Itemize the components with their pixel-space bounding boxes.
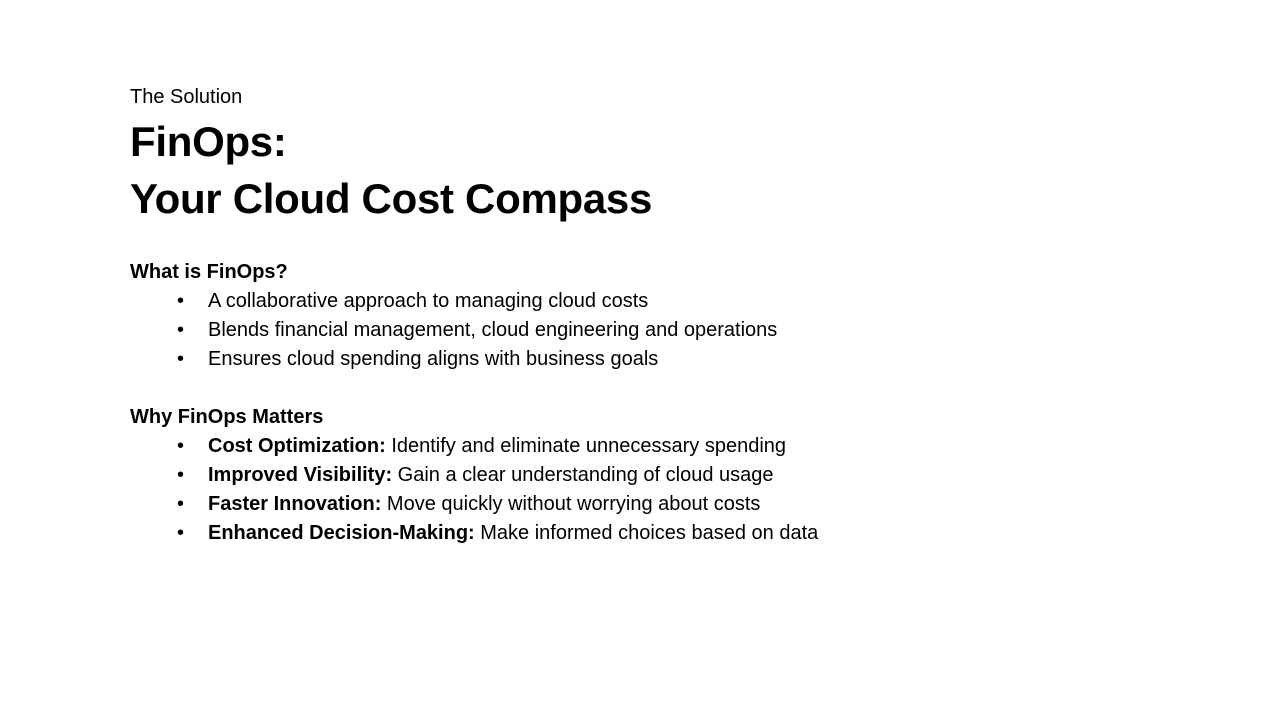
bullet-icon: • [177, 464, 185, 486]
section-heading: Why FinOps Matters [130, 406, 324, 428]
bullet-list [130, 432, 1130, 548]
bullet-term: Improved Visibility: [208, 464, 393, 486]
section-heading: What is FinOps? [130, 261, 288, 283]
bullet-list [130, 287, 1130, 374]
bullet-text: Identify and eliminate unnecessary spending [385, 435, 787, 457]
slide-content [130, 83, 1130, 548]
bullet-text: Ensures cloud spending aligns with business goals [208, 348, 659, 370]
bullet-item [130, 490, 1130, 519]
bullet-icon: • [177, 348, 185, 370]
slide-title-line-1: FinOps: [130, 118, 287, 165]
slide-eyebrow: The Solution [130, 86, 243, 108]
section-why-finops-matters [130, 403, 1130, 548]
bullet-item [130, 316, 1130, 345]
bullet-item [130, 287, 1130, 316]
bullet-item [130, 432, 1130, 461]
section-what-is-finops [130, 258, 1130, 374]
bullet-icon: • [177, 522, 185, 544]
slide-title [130, 113, 1130, 227]
bullet-text: A collaborative approach to managing cloud costs [208, 290, 649, 312]
bullet-text: Make informed choices based on data [474, 522, 819, 544]
bullet-item [130, 345, 1130, 374]
bullet-icon: • [177, 319, 185, 341]
bullet-icon: • [177, 435, 185, 457]
bullet-term: Cost Optimization: [208, 435, 386, 457]
bullet-term: Faster Innovation: [208, 493, 382, 515]
bullet-item [130, 461, 1130, 490]
slide-title-line-2: Your Cloud Cost Compass [130, 175, 653, 222]
bullet-text: Gain a clear understanding of cloud usage [392, 464, 774, 486]
bullet-text: Move quickly without worrying about costs [381, 493, 761, 515]
bullet-item [130, 519, 1130, 548]
bullet-text: Blends financial management, cloud engineering and operations [208, 319, 778, 341]
bullet-icon: • [177, 290, 185, 312]
bullet-term: Enhanced Decision-Making: [208, 522, 475, 544]
bullet-icon: • [177, 493, 185, 515]
